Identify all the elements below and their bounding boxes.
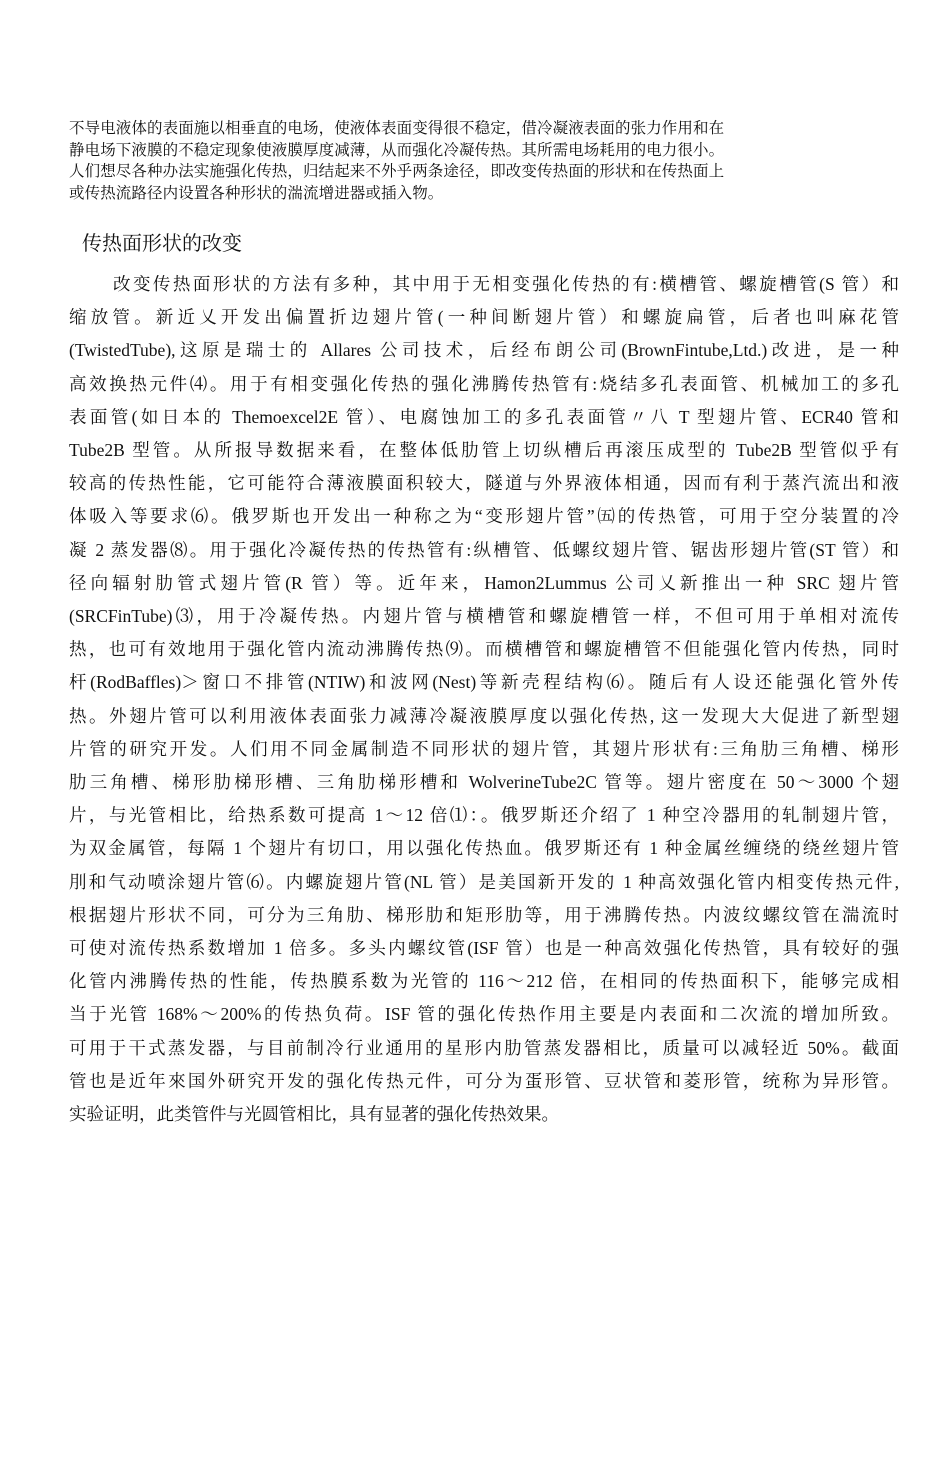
text-line: 不导电液体的表面施以相垂直的电场，使液体表面变得很不稳定，借冷凝液表面的张力作用和在: [69, 119, 725, 137]
text-line: 杆(RodBaffles)＞窗口不排管(NTIW)和波网(Nest)等新壳程结构⑹。随后有人设还能强化管外传: [69, 672, 899, 693]
text-line: 静电场下液膜的不稳定现象使液膜厚度减薄，从而强化冷凝传热。其所需电场耗用的电力很小。: [69, 140, 725, 159]
text-line: 管也是近年來国外研究开发的强化传热元件，可分为蛋形管、豆状管和菱形管，统称为异形管。: [69, 1070, 899, 1091]
text-line: 径向辐射肋管式翅片管(R 管）等。近年来，Hamon2Lummus 公司乂新推出一种 SRC 翅片管: [69, 572, 899, 593]
text-line: 实验证明，此类管件与光圆管相比，具有显著的强化传热效果。: [69, 1104, 559, 1125]
text-line: 高效换热元件⑷。用于有相变强化传热的强化沸腾传热管有:烧结多孔表面管、机械加工的多孔: [69, 373, 899, 394]
text-line: 表面管(如日本的 Themoexcel2E 管）、电腐蚀加工的多孔表面管〃八 T 型翅片管、ECR40 管和: [69, 406, 899, 427]
text-line: 缩放管。新近乂开发出偏置折边翅片管(一种间断翅片管）和螺旋扁管，后者也叫麻花管: [69, 307, 899, 328]
text-line: Tube2B 型管。从所报导数据来看，在整体低肋管上切纵槽后再滚压成型的 Tube2B 型管似乎有: [69, 440, 899, 461]
text-line: 当于光管 168%〜200%的传热负荷。ISF 管的强化传热作用主要是内表面和二次流的增加所致。: [69, 1004, 899, 1025]
text-line: 化管内沸腾传热的性能，传热膜系数为光管的 116〜212 倍，在相同的传热面积下，能够完成相: [69, 971, 899, 992]
text-line: 或传热流路径内设置各种形状的湍流增进器或插入物。: [69, 183, 444, 202]
text-line: (SRCFinTube)⑶，用于冷凝传热。内翅片管与横槽管和螺旋槽管一样，不但可用于单相对流传: [69, 606, 899, 627]
text-line: 片，与光管相比，给热系数可提高 1〜12 倍⑴：。俄罗斯还介绍了 1 种空冷器用的轧制翅片管，: [69, 805, 899, 826]
text-line: 热。外翅片管可以利用液体表面张力减薄冷凝液膜厚度以强化传热, 这一发现大大促进了新型翅: [69, 705, 899, 726]
text-line: 体吸入等要求⑹。俄罗斯也开发出一种称之为“变形翅片管”㈤的传热管，可用于空分装置的冷: [69, 506, 899, 527]
text-line: 为双金属管，每隔 1 个翅片有切口，用以强化传热血。俄罗斯还有 1 种金属丝缠绕的绕丝翅片管: [69, 838, 899, 859]
text-line: 可用于干式蒸发器，与目前制冷行业通用的星形内肋管蒸发器相比，质量可以减轻近 50%。截面: [69, 1037, 899, 1058]
text-line: 较高的传热性能，它可能符合薄液膜面积较大，隧道与外界液体相通，因而有利于蒸汽流出和液: [69, 473, 899, 494]
text-line: 热，也可有效地用于强化管内流动沸腾传热⑼。而横槽管和螺旋槽管不但能强化管内传热，同时: [69, 639, 899, 660]
text-line: 人们想尽各种办法实施强化传热，归结起来不外乎两条途径，即改变传热面的形状和在传热面上: [69, 162, 725, 180]
section-heading: 传热面形状的改变: [82, 231, 242, 255]
text-line: 刖和气动喷涂翅片管⑹。内螺旋翅片管(NL 管）是美国新开发的 1 种高效强化管内相变传热元件,: [69, 871, 899, 892]
text-line: 可使对流传热系数增加 1 倍多。多头内螺纹管(ISF 管）也是一种高效强化传热管，具有较好的强: [69, 938, 899, 959]
section-body-paragraph: [69, 268, 899, 1131]
text-line: 根据翅片形状不同，可分为三角肋、梯形肋和矩形肋等，用于沸腾传热。内波纹螺纹管在湍流时: [69, 904, 899, 925]
text-line: 片管的研究开发。人们用不同金属制造不同形状的翅片管，其翅片形状有:三角肋三角槽、梯形: [69, 738, 899, 759]
text-line: 肋三角槽、梯形肋梯形槽、三角肋梯形槽和 WolverineTube2C 管等。翅片密度在 50〜3000 个翅: [69, 772, 899, 793]
text-line: 凝 2 蒸发器⑻。用于强化冷凝传热的传热管有:纵槽管、低螺纹翅片管、锯齿形翅片管(ST 管）和: [69, 539, 899, 560]
text-line: (TwistedTube),这原是瑞士的 Allares 公司技术，后经布朗公司(BrownFintube,Ltd.)改进，是一种: [69, 340, 899, 361]
text-line: 改变传热面形状的方法有多种，其中用于无相变强化传热的有:横槽管、螺旋槽管(S 管）和: [113, 274, 899, 294]
intro-paragraph: [69, 118, 899, 204]
